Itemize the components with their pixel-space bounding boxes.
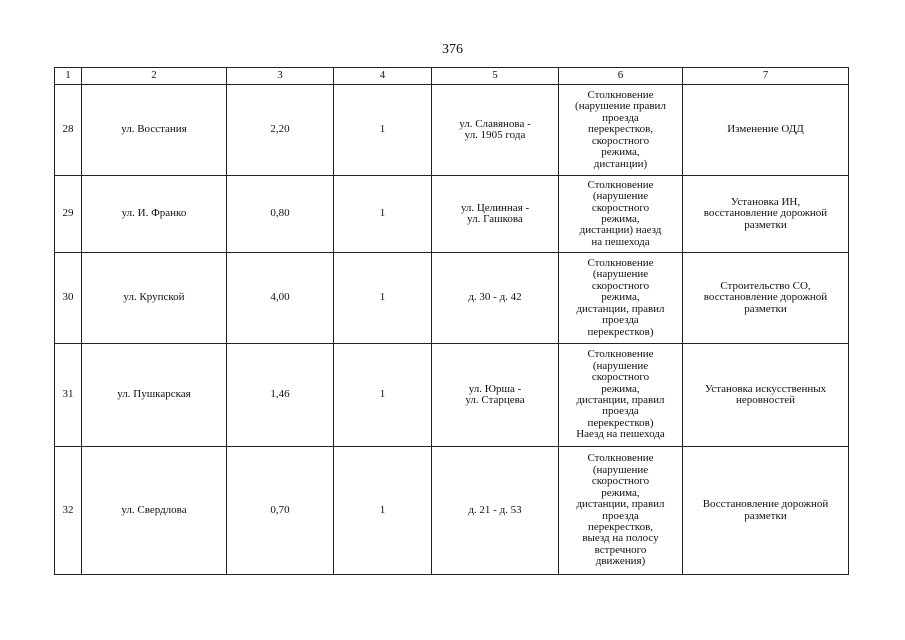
- header-cell: 3: [227, 68, 334, 85]
- collision-type-cell-line: режима,: [601, 382, 640, 395]
- section-cell-line: ул. 1905 года: [464, 129, 526, 141]
- section-cell-line: ул. Гашкова: [467, 213, 523, 225]
- row-number-cell: 28: [55, 85, 82, 176]
- measures-cell-line: Восстановление дорожной: [702, 498, 829, 511]
- header-cell: 1: [55, 68, 82, 85]
- count-cell: 1: [334, 253, 432, 344]
- table-row: [55, 253, 849, 344]
- collision-type-cell-line: дистанции) наезд: [579, 224, 662, 237]
- collision-type-cell-line: (нарушение: [592, 268, 649, 281]
- collision-type-cell-line: Столкновение: [587, 348, 654, 361]
- measures-cell-line: неровностей: [735, 394, 796, 406]
- collision-type-cell-line: выезд на полосу: [582, 532, 659, 545]
- collision-type-cell-line: скоростного: [591, 371, 650, 384]
- collision-type-cell-line: перекрестков,: [587, 123, 654, 136]
- measures-cell-line: разметки: [744, 302, 787, 315]
- measures-cell-line: разметки: [744, 509, 787, 522]
- collision-type-cell-line: движения): [595, 555, 646, 568]
- collision-type-cell-line: на пешехода: [591, 235, 650, 248]
- section-cell-line: ул. Целинная -: [460, 201, 530, 214]
- measures-cell-line: Строительство СО,: [720, 279, 811, 292]
- count-cell: 1: [334, 344, 432, 447]
- count-cell: 1: [334, 176, 432, 253]
- collision-type-cell-line: (нарушение: [592, 463, 649, 476]
- collision-type-cell-line: Столкновение: [587, 257, 654, 270]
- collision-type-cell-line: проезда: [602, 314, 639, 327]
- collision-type-cell-line: скоростного: [591, 134, 650, 147]
- measures-cell-line: Установка ИН,: [730, 195, 801, 208]
- header-cell: 7: [683, 68, 849, 85]
- section-cell-line: д. 30 - д. 42: [468, 291, 522, 304]
- collision-type-cell-line: режима,: [601, 486, 640, 499]
- measures-cell: [683, 253, 849, 344]
- collision-type-cell-line: проезда: [602, 509, 639, 522]
- row-number-cell: 29: [55, 176, 82, 253]
- street-cell: ул. Крупской: [82, 253, 227, 344]
- collision-type-cell-line: перекрестков): [587, 416, 654, 429]
- table-row: [55, 176, 849, 253]
- collision-type-cell-line: встречного: [594, 543, 647, 556]
- collision-type-cell-line: проезда: [602, 405, 639, 418]
- collision-type-cell-line: (нарушение правил: [575, 100, 666, 113]
- collision-type-cell: [559, 253, 683, 344]
- section-cell: [432, 85, 559, 176]
- collision-type-cell-line: Наезд на пешехода: [576, 428, 665, 441]
- measures-cell-line: Изменение ОДД: [727, 123, 804, 136]
- header-cell: 6: [559, 68, 683, 85]
- measures-cell: [683, 344, 849, 447]
- row-number-cell: 31: [55, 344, 82, 447]
- collision-type-cell-line: дистанции, правил: [576, 498, 665, 511]
- collision-type-cell-line: перекрестков): [587, 325, 654, 338]
- header-cell: 2: [82, 68, 227, 85]
- section-cell: [432, 344, 559, 447]
- section-cell: [432, 447, 559, 575]
- collision-type-cell-line: (нарушение: [592, 190, 649, 203]
- collision-type-cell-line: режима,: [601, 213, 640, 225]
- length-cell: 0,80: [227, 176, 334, 253]
- collision-type-cell-line: режима,: [601, 291, 640, 304]
- street-cell: ул. Восстания: [82, 85, 227, 176]
- collision-type-cell-line: (нарушение: [592, 359, 649, 372]
- collision-type-cell-line: Столкновение: [587, 452, 654, 465]
- measures-cell-line: восстановление дорожной: [703, 207, 828, 220]
- table-row: [55, 344, 849, 447]
- collision-type-cell: [559, 176, 683, 253]
- collision-type-cell-line: скоростного: [591, 279, 650, 292]
- length-cell: 0,70: [227, 447, 334, 575]
- table-row: [55, 447, 849, 575]
- street-cell: ул. Пушкарская: [82, 344, 227, 447]
- section-cell-line: д. 21 - д. 53: [468, 503, 522, 516]
- measures-cell-line: Установка искусственных: [704, 382, 827, 395]
- collision-type-cell-line: дистанции, правил: [576, 302, 665, 315]
- collision-type-cell-line: скоростного: [591, 201, 650, 214]
- table-row: [55, 85, 849, 176]
- collision-type-cell-line: Столкновение: [587, 89, 654, 102]
- header-cell: 4: [334, 68, 432, 85]
- section-cell-line: ул. Старцева: [465, 394, 525, 406]
- section-cell: [432, 253, 559, 344]
- collision-type-cell-line: дистанции, правил: [576, 394, 665, 406]
- section-cell-line: ул. Славянова -: [459, 117, 531, 130]
- collision-type-cell-line: режима,: [601, 146, 640, 159]
- length-cell: 2,20: [227, 85, 334, 176]
- collision-type-cell: [559, 447, 683, 575]
- data-table: [54, 67, 849, 575]
- measures-cell: [683, 447, 849, 575]
- section-cell: [432, 176, 559, 253]
- count-cell: 1: [334, 447, 432, 575]
- collision-type-cell-line: скоростного: [591, 475, 650, 488]
- section-cell-line: ул. Юрша -: [468, 382, 522, 395]
- row-number-cell: 32: [55, 447, 82, 575]
- collision-type-cell: [559, 85, 683, 176]
- length-cell: 1,46: [227, 344, 334, 447]
- row-number-cell: 30: [55, 253, 82, 344]
- collision-type-cell: [559, 344, 683, 447]
- header-row: [55, 68, 849, 85]
- page-number: 376: [442, 42, 463, 57]
- collision-type-cell-line: перекрестков,: [587, 520, 654, 533]
- collision-type-cell-line: проезда: [602, 111, 639, 124]
- length-cell: 4,00: [227, 253, 334, 344]
- header-cell: 5: [432, 68, 559, 85]
- measures-cell: [683, 176, 849, 253]
- count-cell: 1: [334, 85, 432, 176]
- street-cell: ул. Свердлова: [82, 447, 227, 575]
- street-cell: ул. И. Франко: [82, 176, 227, 253]
- measures-cell-line: разметки: [744, 218, 787, 231]
- collision-type-cell-line: дистанции): [593, 157, 648, 170]
- collision-type-cell-line: Столкновение: [587, 178, 654, 191]
- measures-cell: [683, 85, 849, 176]
- measures-cell-line: восстановление дорожной: [703, 291, 828, 304]
